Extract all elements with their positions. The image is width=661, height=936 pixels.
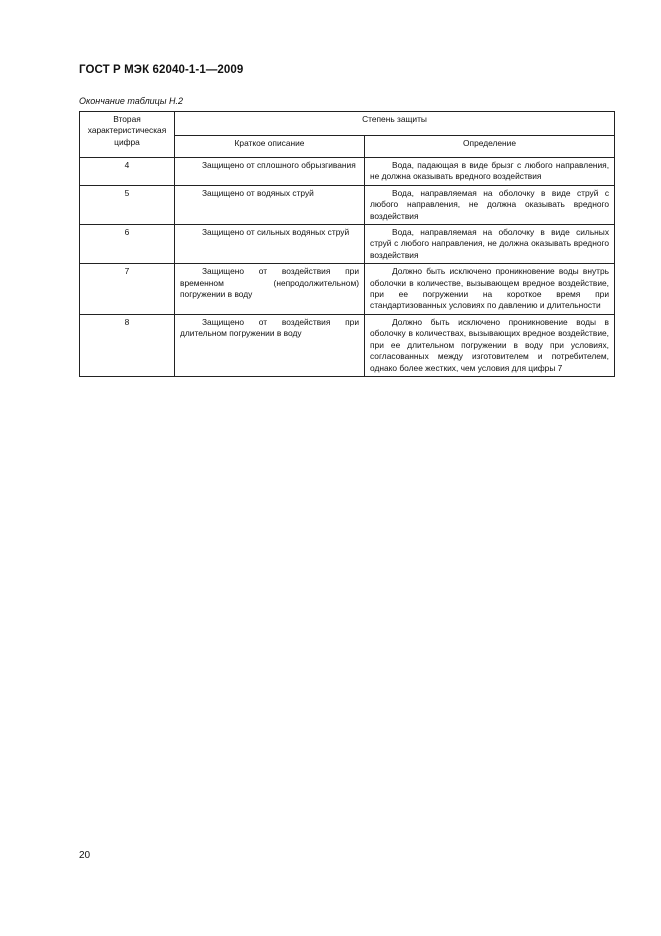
row-definition-text: Вода, падающая в виде брызг с любого направления, не должна оказывать вредного воздействия xyxy=(370,160,610,182)
row-description-text: Защищено от сильных водяных струй xyxy=(202,227,350,238)
row-digit: 5 xyxy=(80,185,175,224)
row-definition-text: Вода, направляемая на оболочку в виде струй с любого направления, не должна оказывать вредного воздействия xyxy=(370,187,610,221)
row-definition-text: Вода, направляемая на оболочку в виде сильных струй с любого направления, не должна оказывать вредного воздействия xyxy=(370,227,610,260)
row-definition xyxy=(365,185,615,224)
row-description-text: Защищено от воздействия при временном (непродолжительном) погружении в воду xyxy=(180,266,359,300)
row-description xyxy=(175,264,365,315)
row-digit: 7 xyxy=(80,264,175,315)
row-description xyxy=(175,185,365,224)
column-group-header: Степень защиты xyxy=(175,112,615,136)
row-description xyxy=(175,158,365,186)
row-digit: 8 xyxy=(80,314,175,376)
column-header-definition: Определение xyxy=(365,136,615,158)
row-definition xyxy=(365,225,615,264)
column-header-description: Краткое описание xyxy=(175,136,365,158)
row-definition-text: Должно быть исключено проникновение воды в оболочку в количествах, вызывающих вредное воздействие, при ее длительном погружении в воду при условиях, согласованных между изготовителем и потребителем, однако более жестких, чем условия для цифры 7 xyxy=(370,316,610,373)
protection-degree-table xyxy=(79,111,615,377)
table-row xyxy=(80,225,615,264)
row-description-text: Защищено от воздействия при длительном погружении в воду xyxy=(180,316,359,339)
row-digit: 6 xyxy=(80,225,175,264)
table-row xyxy=(80,185,615,224)
table-header-row xyxy=(80,112,615,136)
row-description xyxy=(175,225,365,264)
row-description-text: Защищено от сплошного обрызгивания xyxy=(202,160,356,170)
row-definition-text: Должно быть исключено проникновение воды внутрь оболочки в количестве, вызывающем вредное воздействие, при ее погружении на короткое время при стандартизованных условиях по давлению и длительности xyxy=(370,266,610,311)
table-row xyxy=(80,264,615,315)
column-header-digit: Вторая характеристическая цифра xyxy=(80,112,175,158)
row-definition xyxy=(365,264,615,315)
row-definition xyxy=(365,158,615,186)
table-row xyxy=(80,314,615,376)
row-definition xyxy=(365,314,615,376)
row-description xyxy=(175,314,365,376)
table-row xyxy=(80,158,615,186)
table-caption: Окончание таблицы Н.2 xyxy=(79,96,183,106)
row-digit: 4 xyxy=(80,158,175,186)
row-description-text: Защищено от водяных струй xyxy=(202,187,314,198)
page-number: 20 xyxy=(79,850,91,861)
document-title: ГОСТ Р МЭК 62040-1-1—2009 xyxy=(79,64,244,76)
